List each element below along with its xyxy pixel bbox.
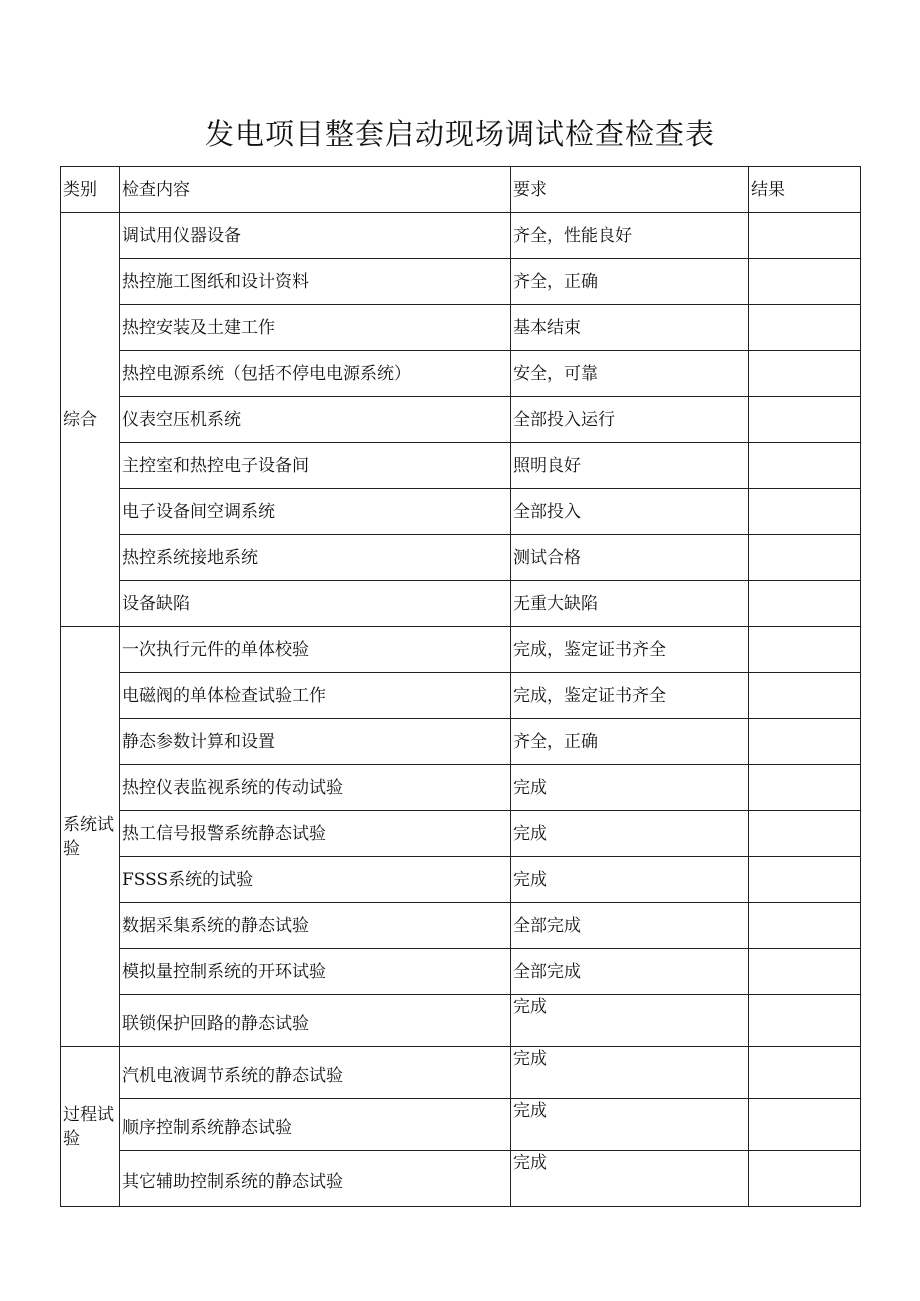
- requirement-cell: 齐全，正确: [511, 719, 749, 765]
- requirement-cell: 完成: [511, 1047, 749, 1099]
- result-cell[interactable]: [749, 1047, 861, 1099]
- result-cell[interactable]: [749, 535, 861, 581]
- result-cell[interactable]: [749, 719, 861, 765]
- content-cell: 模拟量控制系统的开环试验: [120, 949, 511, 995]
- requirement-cell: 无重大缺陷: [511, 581, 749, 627]
- table-row: [61, 213, 861, 259]
- table-row: [61, 1047, 861, 1099]
- result-cell[interactable]: [749, 1151, 861, 1207]
- requirement-cell: 齐全，性能良好: [511, 213, 749, 259]
- result-cell[interactable]: [749, 903, 861, 949]
- inspection-table: [60, 166, 861, 1207]
- table-row: [61, 305, 861, 351]
- content-cell: 热控施工图纸和设计资料: [120, 259, 511, 305]
- table-row: [61, 995, 861, 1047]
- content-cell: 热工信号报警系统静态试验: [120, 811, 511, 857]
- requirement-cell: 齐全，正确: [511, 259, 749, 305]
- content-cell: 电子设备间空调系统: [120, 489, 511, 535]
- content-cell: FSSS系统的试验: [120, 857, 511, 903]
- requirement-cell: 全部完成: [511, 949, 749, 995]
- content-cell: 静态参数计算和设置: [120, 719, 511, 765]
- table-row: [61, 857, 861, 903]
- table-row: [61, 581, 861, 627]
- page-title: 发电项目整套启动现场调试检查检查表: [204, 117, 715, 151]
- content-cell: 数据采集系统的静态试验: [120, 903, 511, 949]
- requirement-cell: 基本结束: [511, 305, 749, 351]
- content-cell: 其它辅助控制系统的静态试验: [120, 1151, 511, 1207]
- content-cell: 汽机电液调节系统的静态试验: [120, 1047, 511, 1099]
- table-row: [61, 1099, 861, 1151]
- requirement-cell: 完成: [511, 765, 749, 811]
- table-row: [61, 673, 861, 719]
- result-cell[interactable]: [749, 627, 861, 673]
- table-row: [61, 351, 861, 397]
- result-cell[interactable]: [749, 581, 861, 627]
- requirement-cell: 全部完成: [511, 903, 749, 949]
- result-cell[interactable]: [749, 765, 861, 811]
- requirement-cell: 完成: [511, 811, 749, 857]
- header-content: 检查内容: [120, 167, 511, 213]
- table-row: [61, 535, 861, 581]
- result-cell[interactable]: [749, 995, 861, 1047]
- requirement-cell: 照明良好: [511, 443, 749, 489]
- content-cell: 仪表空压机系统: [120, 397, 511, 443]
- content-cell: 一次执行元件的单体校验: [120, 627, 511, 673]
- table-row: [61, 719, 861, 765]
- requirement-cell: 全部投入: [511, 489, 749, 535]
- category-cell: 过程试验: [61, 1047, 120, 1207]
- content-cell: 联锁保护回路的静态试验: [120, 995, 511, 1047]
- content-cell: 电磁阀的单体检查试验工作: [120, 673, 511, 719]
- requirement-cell: 安全，可靠: [511, 351, 749, 397]
- content-cell: 热控电源系统（包括不停电电源系统）: [120, 351, 511, 397]
- header-requirement: 要求: [511, 167, 749, 213]
- requirement-cell: 完成: [511, 857, 749, 903]
- requirement-cell: 测试合格: [511, 535, 749, 581]
- result-cell[interactable]: [749, 811, 861, 857]
- header-category: 类别: [61, 167, 120, 213]
- requirement-cell: 完成: [511, 1151, 749, 1207]
- content-cell: 设备缺陷: [120, 581, 511, 627]
- table-row: [61, 397, 861, 443]
- table-row: [61, 949, 861, 995]
- table-row: [61, 443, 861, 489]
- requirement-cell: 全部投入运行: [511, 397, 749, 443]
- category-cell: 综合: [61, 213, 120, 627]
- result-cell[interactable]: [749, 857, 861, 903]
- result-cell[interactable]: [749, 397, 861, 443]
- table-row: [61, 627, 861, 673]
- table-row: [61, 811, 861, 857]
- requirement-cell: 完成: [511, 995, 749, 1047]
- requirement-cell: 完成，鉴定证书齐全: [511, 673, 749, 719]
- result-cell[interactable]: [749, 351, 861, 397]
- category-cell: 系统试验: [61, 627, 120, 1047]
- content-cell: 调试用仪器设备: [120, 213, 511, 259]
- table-row: [61, 1151, 861, 1207]
- result-cell[interactable]: [749, 1099, 861, 1151]
- content-cell: 热控仪表监视系统的传动试验: [120, 765, 511, 811]
- table-row: [61, 765, 861, 811]
- result-cell[interactable]: [749, 489, 861, 535]
- requirement-cell: 完成: [511, 1099, 749, 1151]
- result-cell[interactable]: [749, 949, 861, 995]
- result-cell[interactable]: [749, 305, 861, 351]
- result-cell[interactable]: [749, 259, 861, 305]
- header-row: [61, 167, 861, 213]
- content-cell: 主控室和热控电子设备间: [120, 443, 511, 489]
- result-cell[interactable]: [749, 443, 861, 489]
- content-cell: 热控安装及土建工作: [120, 305, 511, 351]
- requirement-cell: 完成，鉴定证书齐全: [511, 627, 749, 673]
- table-row: [61, 903, 861, 949]
- content-cell: 热控系统接地系统: [120, 535, 511, 581]
- table-row: [61, 259, 861, 305]
- table-row: [61, 489, 861, 535]
- result-cell[interactable]: [749, 213, 861, 259]
- result-cell[interactable]: [749, 673, 861, 719]
- header-result: 结果: [749, 167, 861, 213]
- content-cell: 顺序控制系统静态试验: [120, 1099, 511, 1151]
